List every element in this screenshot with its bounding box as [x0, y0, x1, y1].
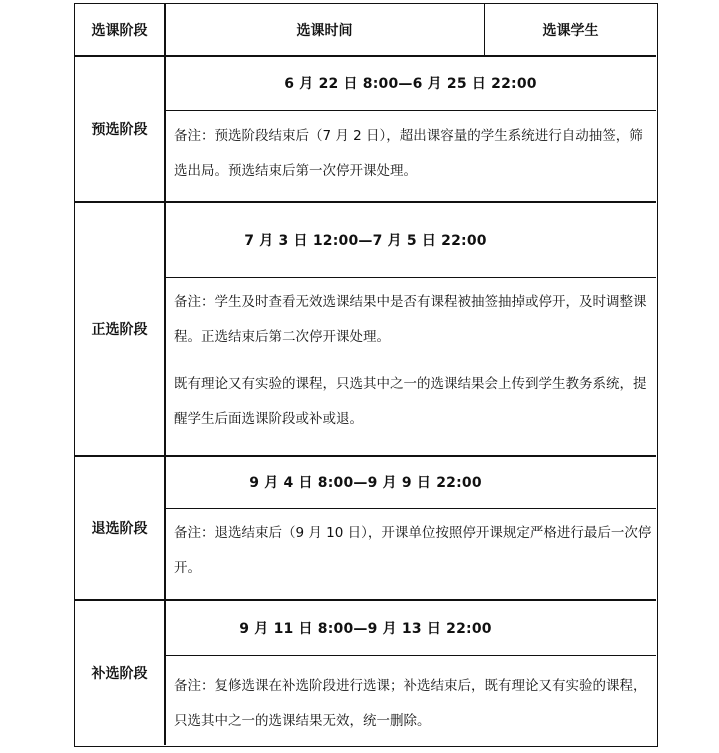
stage-note-preselection [165, 119, 656, 199]
header-students: 选课学生 [542, 22, 599, 39]
stage-name-supplementary: 补选阶段 [91, 665, 148, 682]
stage-time-supplementary: 9 月 11 日 8:00—9 月 13 日 22:00 [239, 620, 492, 637]
header-time: 选课时间 [296, 22, 353, 39]
stage-note-main-selection [165, 285, 656, 453]
course-selection-schedule-table [74, 3, 658, 747]
stage-time-withdrawal: 9 月 4 日 8:00—9 月 9 日 22:00 [249, 475, 482, 491]
row-divider [164, 655, 656, 656]
stage-name-main-selection: 正选阶段 [91, 321, 148, 338]
header-stage: 选课阶段 [91, 22, 148, 39]
stage-name-withdrawal: 退选阶段 [91, 520, 148, 537]
note-paragraph: 备注：退选结束后（9 月 10 日），开课单位按照停开课规定严格进行最后一次停开。 [174, 525, 652, 576]
stage-note-withdrawal [165, 516, 656, 598]
stage-time-main-selection: 7 月 3 日 12:00—7 月 5 日 22:00 [244, 232, 487, 249]
stage-name-preselection: 预选阶段 [91, 121, 148, 138]
note-paragraph: 备注：学生及时查看无效选课结果中是否有课程被抽签抽掉或停开，及时调整课程。正选结束后第二次停开课处理。 [174, 294, 647, 345]
row-divider [164, 508, 656, 509]
row-divider [164, 277, 656, 278]
note-paragraph: 备注：复修选课在补选阶段进行选课；补选结束后，既有理论又有实验的课程，只选其中之一的选课结果无效，统一删除。 [174, 678, 647, 729]
stage-note-supplementary [165, 669, 656, 745]
row-divider [164, 110, 656, 111]
note-paragraph: 既有理论又有实验的课程，只选其中之一的选课结果会上传到学生教务系统，提醒学生后面选课阶段或补或退。 [174, 376, 647, 427]
note-paragraph: 备注：预选阶段结束后（7 月 2 日），超出课容量的学生系统进行自动抽签，筛选出局。预选结束后第一次停开课处理。 [174, 128, 643, 179]
stage-time-preselection: 6 月 22 日 8:00—6 月 25 日 22:00 [284, 76, 537, 92]
